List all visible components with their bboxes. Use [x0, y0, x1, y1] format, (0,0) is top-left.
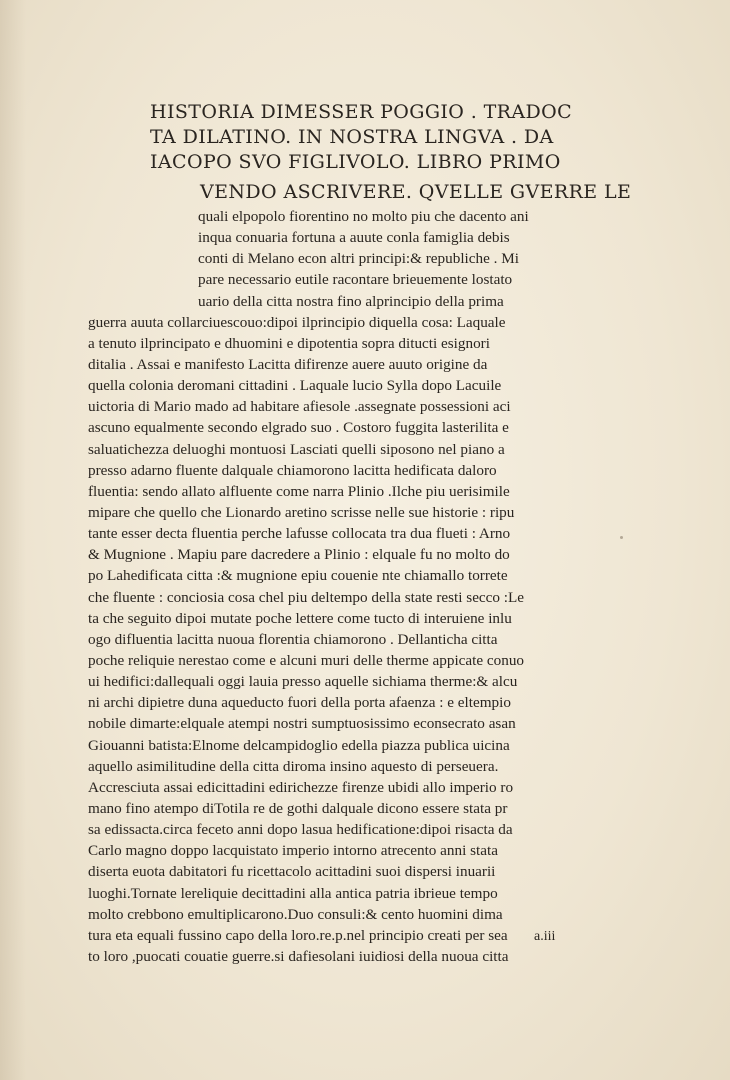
text-line: presso adarno fluente dalquale chiamorono lacitta hedificata daloro — [88, 461, 497, 479]
chapter-heading — [150, 100, 573, 175]
text-line: che fluente : conciosia cosa chel piu deltempo della state resti secco :Le — [88, 588, 525, 606]
text-line: pare necessario eutile racontare brieuemente lostato — [198, 271, 513, 289]
text-line: saluatichezza deluoghi montuosi Lasciati quelli siposono nel piano a — [88, 440, 505, 458]
text-line: ogo difluentia lacitta nuoua florentia chiamorono . Dellanticha citta — [88, 630, 498, 648]
text-line: ui hedifici:dallequali oggi lauia presso aquelle sichiama therme:& alcu — [88, 673, 518, 691]
text-line: ta che seguito dipoi mutate poche lettere come tucto di interuiene inlu — [88, 609, 512, 627]
text-line: poche reliquie nerestao come e alcuni muri delle therme appicate conuo — [88, 651, 525, 669]
body-text — [88, 206, 583, 967]
incipit-line: VENDO ASCRIVERE. QVELLE GVERRE LE — [200, 181, 632, 203]
text-line: guerra auuta collarciuescouo:dipoi ilprincipio diquella cosa: Laquale — [88, 313, 506, 331]
text-line: to loro ,puocati couatie guerre.si dafiesolani iuidiosi della nuoua citta — [88, 947, 509, 965]
text-line: conti di Melano econ altri principi:& republiche . Mi — [198, 250, 519, 268]
text-line: sa edissacta.circa feceto anni dopo lasua hedificatione:dipoi risacta da — [88, 821, 513, 839]
signature-mark: a.iii — [534, 929, 556, 944]
text-line: Giouanni batista:Elnome delcampidoglio edella piazza publica uicina — [88, 736, 510, 754]
text-line: aquello asimilitudine della citta diroma insino aquesto di perseuera. — [88, 757, 499, 775]
text-line: a tenuto ilprincipato e dhuomini e dipotentia sopra ditucti esignori — [88, 334, 490, 352]
paper-speck — [620, 536, 623, 539]
text-line: uario della citta nostra fino alprincipio della prima — [198, 292, 504, 310]
heading-line: IACOPO SVO FIGLIVOLO. LIBRO PRIMO — [150, 151, 561, 173]
text-line: tura eta equali fussino capo della loro.re.p.nel principio creati per sea — [88, 926, 508, 944]
text-line: po Lahedificata citta :& mugnione epiu couenie nte chiamallo torrete — [88, 567, 508, 585]
text-line: ditalia . Assai e manifesto Lacitta difirenze auere auuto origine da — [88, 355, 488, 373]
text-line: & Mugnione . Mapiu pare dacredere a Plinio : elquale fu no molto do — [88, 546, 510, 564]
text-line: uictoria di Mario mado ad habitare afiesole .assegnate possessioni aci — [88, 398, 511, 416]
text-line: luoghi.Tornate lereliquie decittadini alla antica patria ibrieue tempo — [88, 884, 498, 902]
text-line: fluentia: sendo allato alfluente come narra Plinio .Ilche piu uerisimile — [88, 482, 510, 500]
text-line: quali elpopolo fiorentino no molto piu che dacento ani — [198, 208, 529, 225]
text-line: ascuno equalmente secondo elgrado suo . Costoro fuggita lasterilita e — [88, 419, 509, 437]
text-line: mipare che quello che Lionardo aretino scrisse nelle sue historie : ripu — [88, 503, 515, 521]
text-line: mano fino atempo diTotila re de gothi dalquale dicono essere stata pr — [88, 799, 508, 817]
text-line: Accresciuta assai edicittadini edirichezze firenze ubidi allo imperio ro — [88, 778, 514, 796]
heading-line: HISTORIA DIMESSER POGGIO . TRADOC — [150, 101, 573, 123]
text-line: ni archi dipietre duna aqueducto fuori della porta afaenza : e eltempio — [88, 694, 511, 712]
text-line: molto crebbono emultiplicarono.Duo consuli:& cento huomini dima — [88, 905, 503, 923]
text-line: tante esser decta fluentia perche lafusse collocata tra dua flueti : Arno — [88, 525, 511, 543]
text-line: quella colonia deromani cittadini . Laquale lucio Sylla dopo Lacuile — [88, 377, 502, 395]
heading-line: TA DILATINO. IN NOSTRA LINGVA . DA — [150, 126, 554, 148]
text-line: nobile dimarte:elquale atempi nostri sumptuosissimo econsecrato asan — [88, 715, 516, 733]
text-line: Carlo magno doppo lacquistato imperio intorno atrecento anni stata — [88, 842, 498, 860]
text-line: diserta euota dabitatori fu ricettacolo acittadini suoi dispersi inuarii — [88, 863, 496, 881]
text-line: inqua conuaria fortuna a auute conla famiglia debis — [198, 229, 510, 247]
